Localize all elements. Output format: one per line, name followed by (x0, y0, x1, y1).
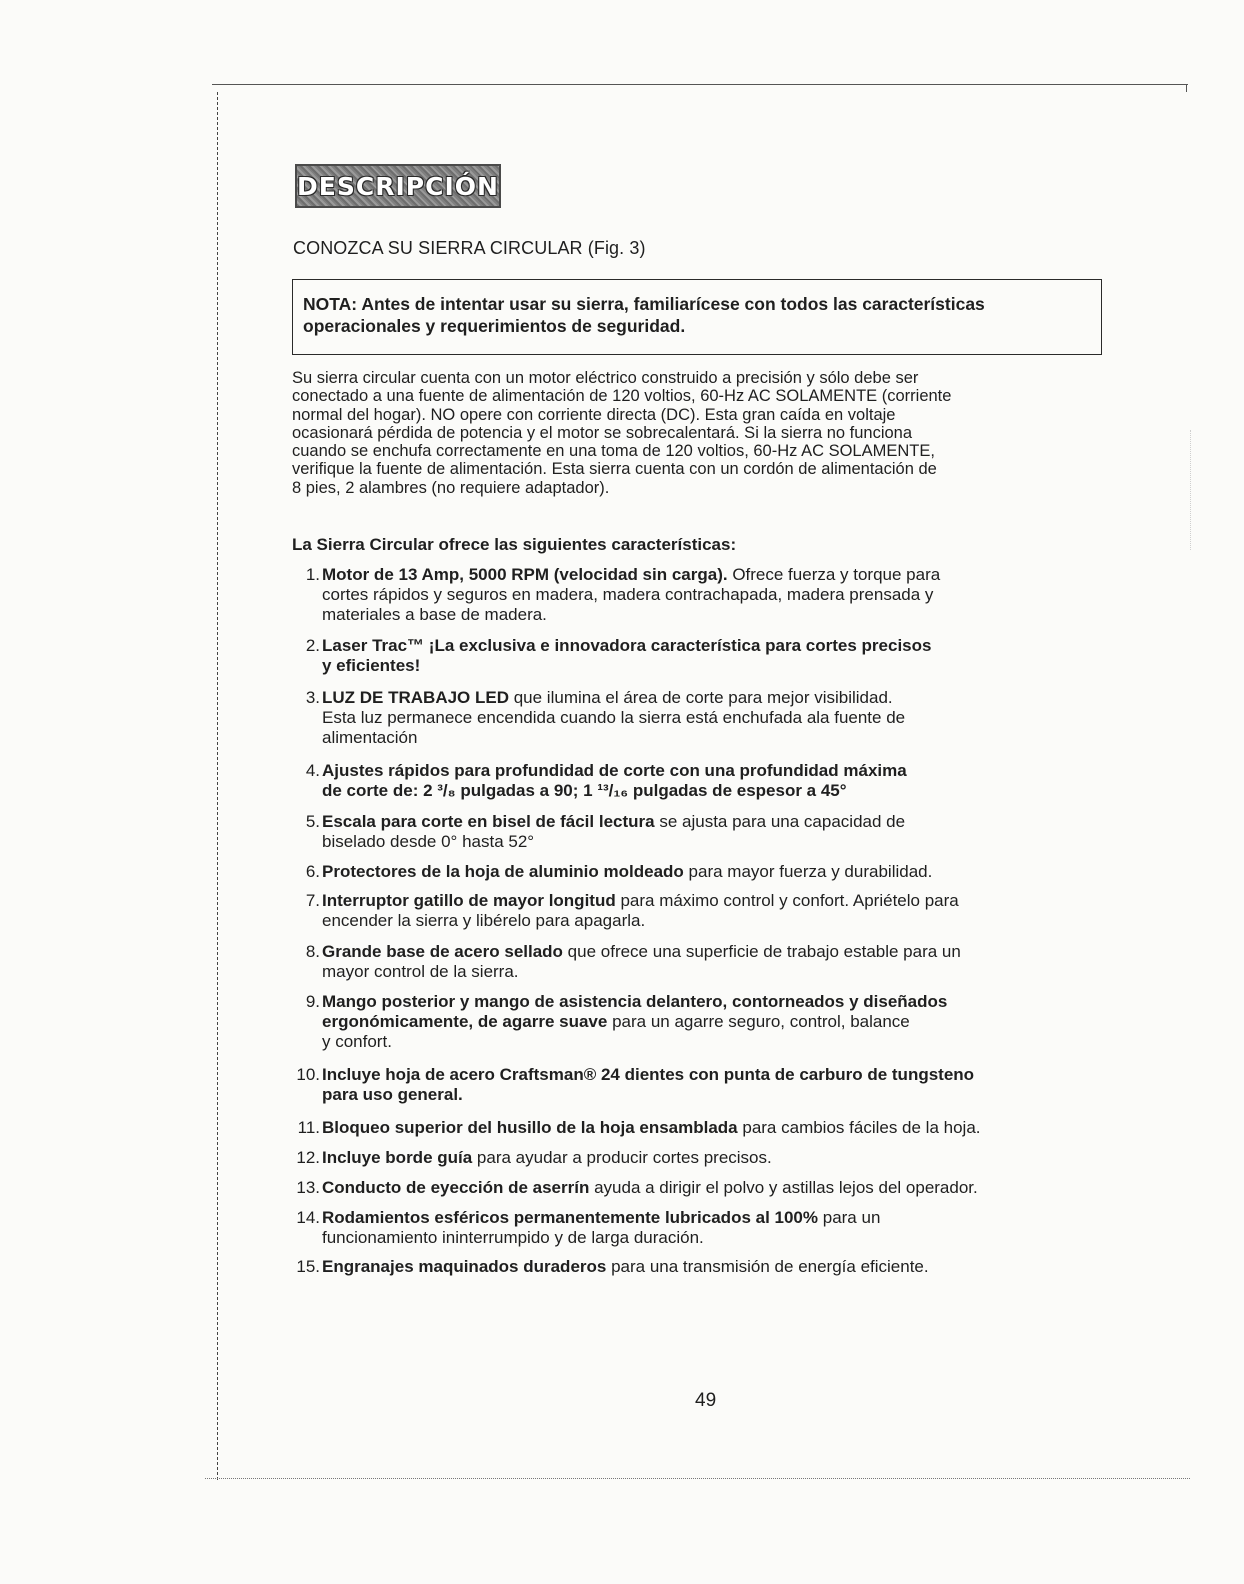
feature-text: funcionamiento ininterrumpido y de larga duración. (322, 1228, 704, 1247)
feature-number: 10. (296, 1065, 320, 1084)
page-number: 49 (695, 1390, 717, 1411)
feature-bold: ergonómicamente, de agarre suave (322, 1012, 608, 1031)
feature-text: Ofrece fuerza y torque para (727, 565, 941, 584)
feature-text: biselado desde 0° hasta 52° (322, 832, 535, 851)
intro-line: ocasionará pérdida de potencia y el motor se sobrecalentará. Si la sierra no funciona (292, 423, 913, 442)
feature-number: 6. (305, 862, 320, 881)
feature-bold: Ajustes rápidos para profundidad de corte con una profundidad máxima (322, 761, 907, 780)
feature-bold: Interruptor gatillo de mayor longitud (322, 891, 616, 910)
feature-bold: Mango posterior y mango de asistencia delantero, contorneados y diseñados (322, 992, 948, 1011)
intro-line: cuando se enchufa correctamente en una toma de 120 voltios, 60-Hz AC SOLAMENTE, (292, 442, 935, 461)
feature-number: 12. (296, 1148, 320, 1167)
feature-text: para ayudar a producir cortes precisos. (472, 1148, 772, 1167)
note-box (292, 279, 1102, 355)
feature-item (284, 636, 1124, 676)
feature-text: se ajusta para una capacidad de (654, 812, 906, 831)
feature-item (284, 992, 1124, 1052)
feature-text: alimentación (322, 728, 418, 747)
feature-number: 7. (305, 891, 320, 910)
feature-text: materiales a base de madera. (322, 605, 547, 624)
feature-number: 4. (305, 761, 320, 780)
feature-text: para cambios fáciles de la hoja. (737, 1118, 981, 1137)
bottom-rule (205, 1478, 1190, 1479)
feature-number: 14. (296, 1208, 320, 1227)
feature-item (284, 1118, 1124, 1138)
intro-line: conectado a una fuente de alimentación de 120 voltios, 60-Hz AC SOLAMENTE (corriente (292, 387, 952, 406)
feature-text: y confort. (322, 1032, 392, 1051)
intro-line: normal del hogar). NO opere con corriente directa (DC). Esta gran caída en voltaje (292, 405, 896, 424)
feature-bold: Laser Trac™ ¡La exclusiva e innovadora característica para cortes precisos (322, 636, 932, 655)
feature-number: 11. (297, 1118, 320, 1137)
feature-number: 9. (305, 992, 320, 1011)
feature-bold: Motor de 13 Amp, 5000 RPM (velocidad sin carga). (322, 565, 728, 584)
note-line-1: NOTA: Antes de intentar usar su sierra, familiarícese con todos las características (303, 294, 985, 314)
intro-line: Su sierra circular cuenta con un motor eléctrico construido a precisión y sólo debe ser (292, 369, 919, 387)
feature-item (284, 942, 1124, 982)
feature-item (284, 1065, 1124, 1105)
feature-bold: Grande base de acero sellado (322, 942, 563, 961)
feature-item (284, 812, 1124, 852)
feature-bold: Escala para corte en bisel de fácil lectura (322, 812, 655, 831)
intro-line: verifique la fuente de alimentación. Esta sierra cuenta con un cordón de alimentación de (292, 460, 937, 479)
subtitle: CONOZCA SU SIERRA CIRCULAR (Fig. 3) (293, 238, 646, 258)
features-title: La Sierra Circular ofrece las siguientes características: (292, 535, 737, 554)
feature-number: 5. (305, 812, 320, 831)
feature-item (284, 862, 1124, 882)
feature-text: para mayor fuerza y durabilidad. (683, 862, 933, 881)
feature-bold: para uso general. (322, 1085, 463, 1104)
feature-item (284, 1148, 1124, 1168)
feature-item (284, 565, 1124, 625)
feature-number: 3. (305, 688, 320, 707)
note-line-2: operacionales y requerimientos de seguridad. (303, 316, 686, 336)
feature-bold: Protectores de la hoja de aluminio moldeado (322, 862, 684, 881)
left-margin-rule (217, 92, 218, 1480)
feature-text: ayuda a dirigir el polvo y astillas lejos del operador. (589, 1178, 978, 1197)
feature-text: encender la sierra y libérelo para apagarla. (322, 911, 646, 930)
feature-text: para un (818, 1208, 881, 1227)
feature-bold: Bloqueo superior del husillo de la hoja ensamblada (322, 1118, 738, 1137)
intro-line: 8 pies, 2 alambres (no requiere adaptador). (292, 478, 610, 497)
feature-bold: Rodamientos esféricos permanentemente lubricados al 100% (322, 1208, 819, 1227)
section-title: DESCRIPCIÓN (297, 171, 499, 201)
feature-text: Esta luz permanece encendida cuando la sierra está enchufada ala fuente de (322, 708, 906, 727)
feature-number: 8. (305, 942, 320, 961)
feature-number: 1. (305, 565, 320, 584)
feature-text: para un agarre seguro, control, balance (607, 1012, 910, 1031)
feature-bold: LUZ DE TRABAJO LED (322, 688, 509, 707)
feature-text: para una transmisión de energía eficiente. (606, 1257, 929, 1276)
feature-text: mayor control de la sierra. (322, 962, 519, 981)
feature-bold: y eficientes! (322, 656, 421, 675)
feature-item (284, 1208, 1124, 1248)
feature-bold: Conducto de eyección de aserrín (322, 1178, 590, 1197)
intro-paragraph (292, 369, 1112, 497)
feature-bold: Incluye borde guía (322, 1148, 473, 1167)
feature-text: que ofrece una superficie de trabajo estable para un (562, 942, 961, 961)
right-rule-tick (1186, 84, 1187, 92)
feature-item (284, 688, 1124, 748)
feature-bold: de corte de: 2 ³/₈ pulgadas a 90; 1 ¹³/₁₆ pulgadas de espesor a 45° (322, 781, 847, 800)
feature-text: cortes rápidos y seguros en madera, madera contrachapada, madera prensada y (322, 585, 934, 604)
feature-item (284, 761, 1124, 801)
feature-text: para máximo control y confort. Apriételo para (615, 891, 959, 910)
feature-item (284, 891, 1124, 931)
right-faint-rule (1190, 430, 1191, 550)
feature-bold: Incluye hoja de acero Craftsman® 24 dientes con punta de carburo de tungsteno (322, 1065, 975, 1084)
top-rule (212, 84, 1188, 85)
feature-item (284, 1257, 1124, 1277)
feature-item (284, 1178, 1124, 1198)
feature-bold: Engranajes maquinados duraderos (322, 1257, 607, 1276)
feature-text: que ilumina el área de corte para mejor visibilidad. (509, 688, 893, 707)
section-title-badge (295, 164, 501, 208)
feature-number: 15. (296, 1257, 320, 1276)
feature-number: 13. (296, 1178, 320, 1197)
feature-number: 2. (305, 636, 320, 655)
